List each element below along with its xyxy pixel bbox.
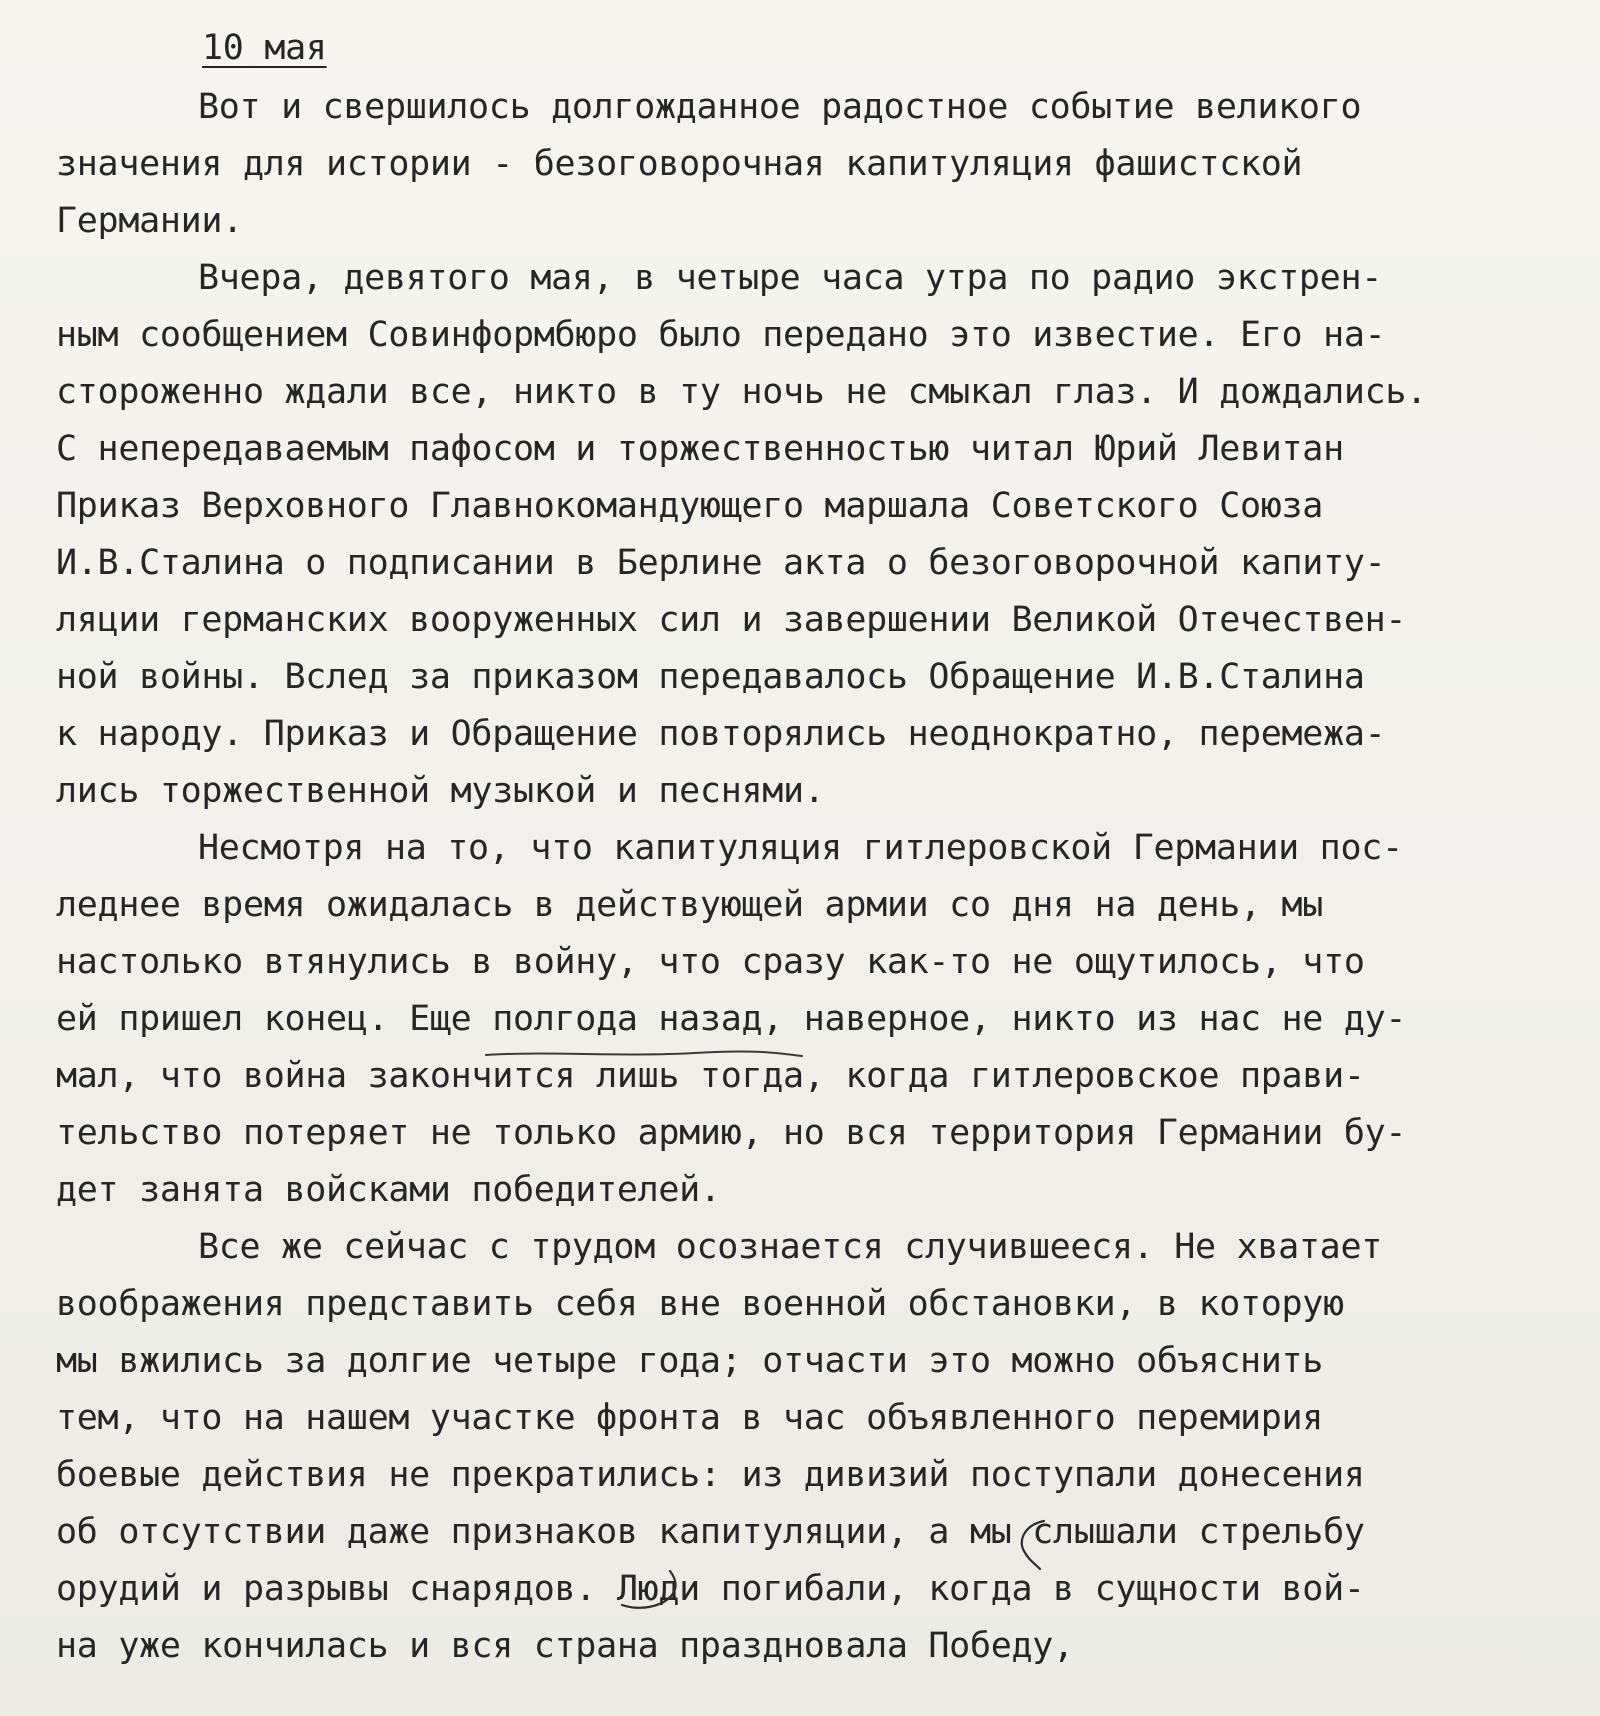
paragraph-2 <box>56 250 1576 820</box>
text-line: тельство потеряет не только армию, но вся территория Германии бу- <box>56 1113 1407 1153</box>
text-line: И.В.Сталина о подписании в Берлине акта о безоговорочной капиту- <box>56 543 1386 583</box>
text-line: мал, что война закончится лишь тогда, когда гитлеровское прави- <box>56 1056 1365 1096</box>
text-line: ляции германских вооруженных сил и завершении Великой Отечествен- <box>56 600 1407 640</box>
paragraph-4 <box>56 1219 1576 1675</box>
text-line: ей пришел конец. Еще полгода назад, наверное, никто из нас не ду- <box>56 999 1407 1039</box>
text-line: настолько втянулись в войну, что сразу как-то не ощутилось, что <box>56 942 1365 982</box>
pencil-underline-mark <box>484 1048 804 1060</box>
text-line: дет занята войсками победителей. <box>56 1170 721 1210</box>
text-line: лись торжественной музыкой и песнями. <box>56 771 825 811</box>
text-line: к народу. Приказ и Обращение повторялись неоднократно, перемежа- <box>56 714 1386 754</box>
pencil-close-bracket-mark <box>618 1565 682 1615</box>
text-line: значения для истории - безоговорочная капитуляция фашистской <box>56 144 1303 184</box>
text-line: Вчера, девятого мая, в четыре часа утра по радио экстрен- <box>198 258 1382 298</box>
date-text: 10 мая <box>202 28 327 68</box>
text-line: воображения представить себя вне военной обстановки, в которую <box>56 1284 1344 1324</box>
text-line: тем, что на нашем участке фронта в час объявленного перемирия <box>56 1398 1324 1438</box>
text-line: ным сообщением Совинформбюро было передано это известие. Его на- <box>56 315 1386 355</box>
document-date <box>56 20 1576 77</box>
text-line: Несмотря на то, что капитуляция гитлеровской Германии пос- <box>198 828 1403 868</box>
pencil-open-bracket-mark <box>1014 1517 1050 1573</box>
text-line: Вот и свершилось долгожданное радостное событие великого <box>198 87 1362 127</box>
text-line: Приказ Верховного Главнокомандующего маршала Советского Союза <box>56 486 1324 526</box>
text-line: стороженно ждали все, никто в ту ночь не смыкал глаз. И дождались. <box>56 372 1427 412</box>
document-body <box>56 20 1576 1675</box>
text-line: мы вжились за долгие четыре года; отчасти это можно объяснить <box>56 1341 1324 1381</box>
text-line: Все же сейчас с трудом осознается случившееся. Не хватает <box>198 1227 1382 1267</box>
text-line: леднее время ожидалась в действующей армии со дня на день, мы <box>56 885 1324 925</box>
text-line: С непередаваемым пафосом и торжественностью читал Юрий Левитан <box>56 429 1344 469</box>
text-line: боевые действия не прекратились: из дивизий поступали донесения <box>56 1455 1365 1495</box>
text-line: Германии. <box>56 201 243 241</box>
text-line: об отсутствии даже признаков капитуляции, а мы слышали стрельбу <box>56 1512 1365 1552</box>
paragraph-1 <box>56 79 1576 250</box>
paragraph-3 <box>56 820 1576 1219</box>
text-line: ной войны. Вслед за приказом передавалось Обращение И.В.Сталина <box>56 657 1365 697</box>
text-line: на уже кончилась и вся страна праздновала Победу, <box>56 1626 1074 1666</box>
text-line: орудий и разрывы снарядов. Люди погибали, когда в сущности вой- <box>56 1569 1365 1609</box>
